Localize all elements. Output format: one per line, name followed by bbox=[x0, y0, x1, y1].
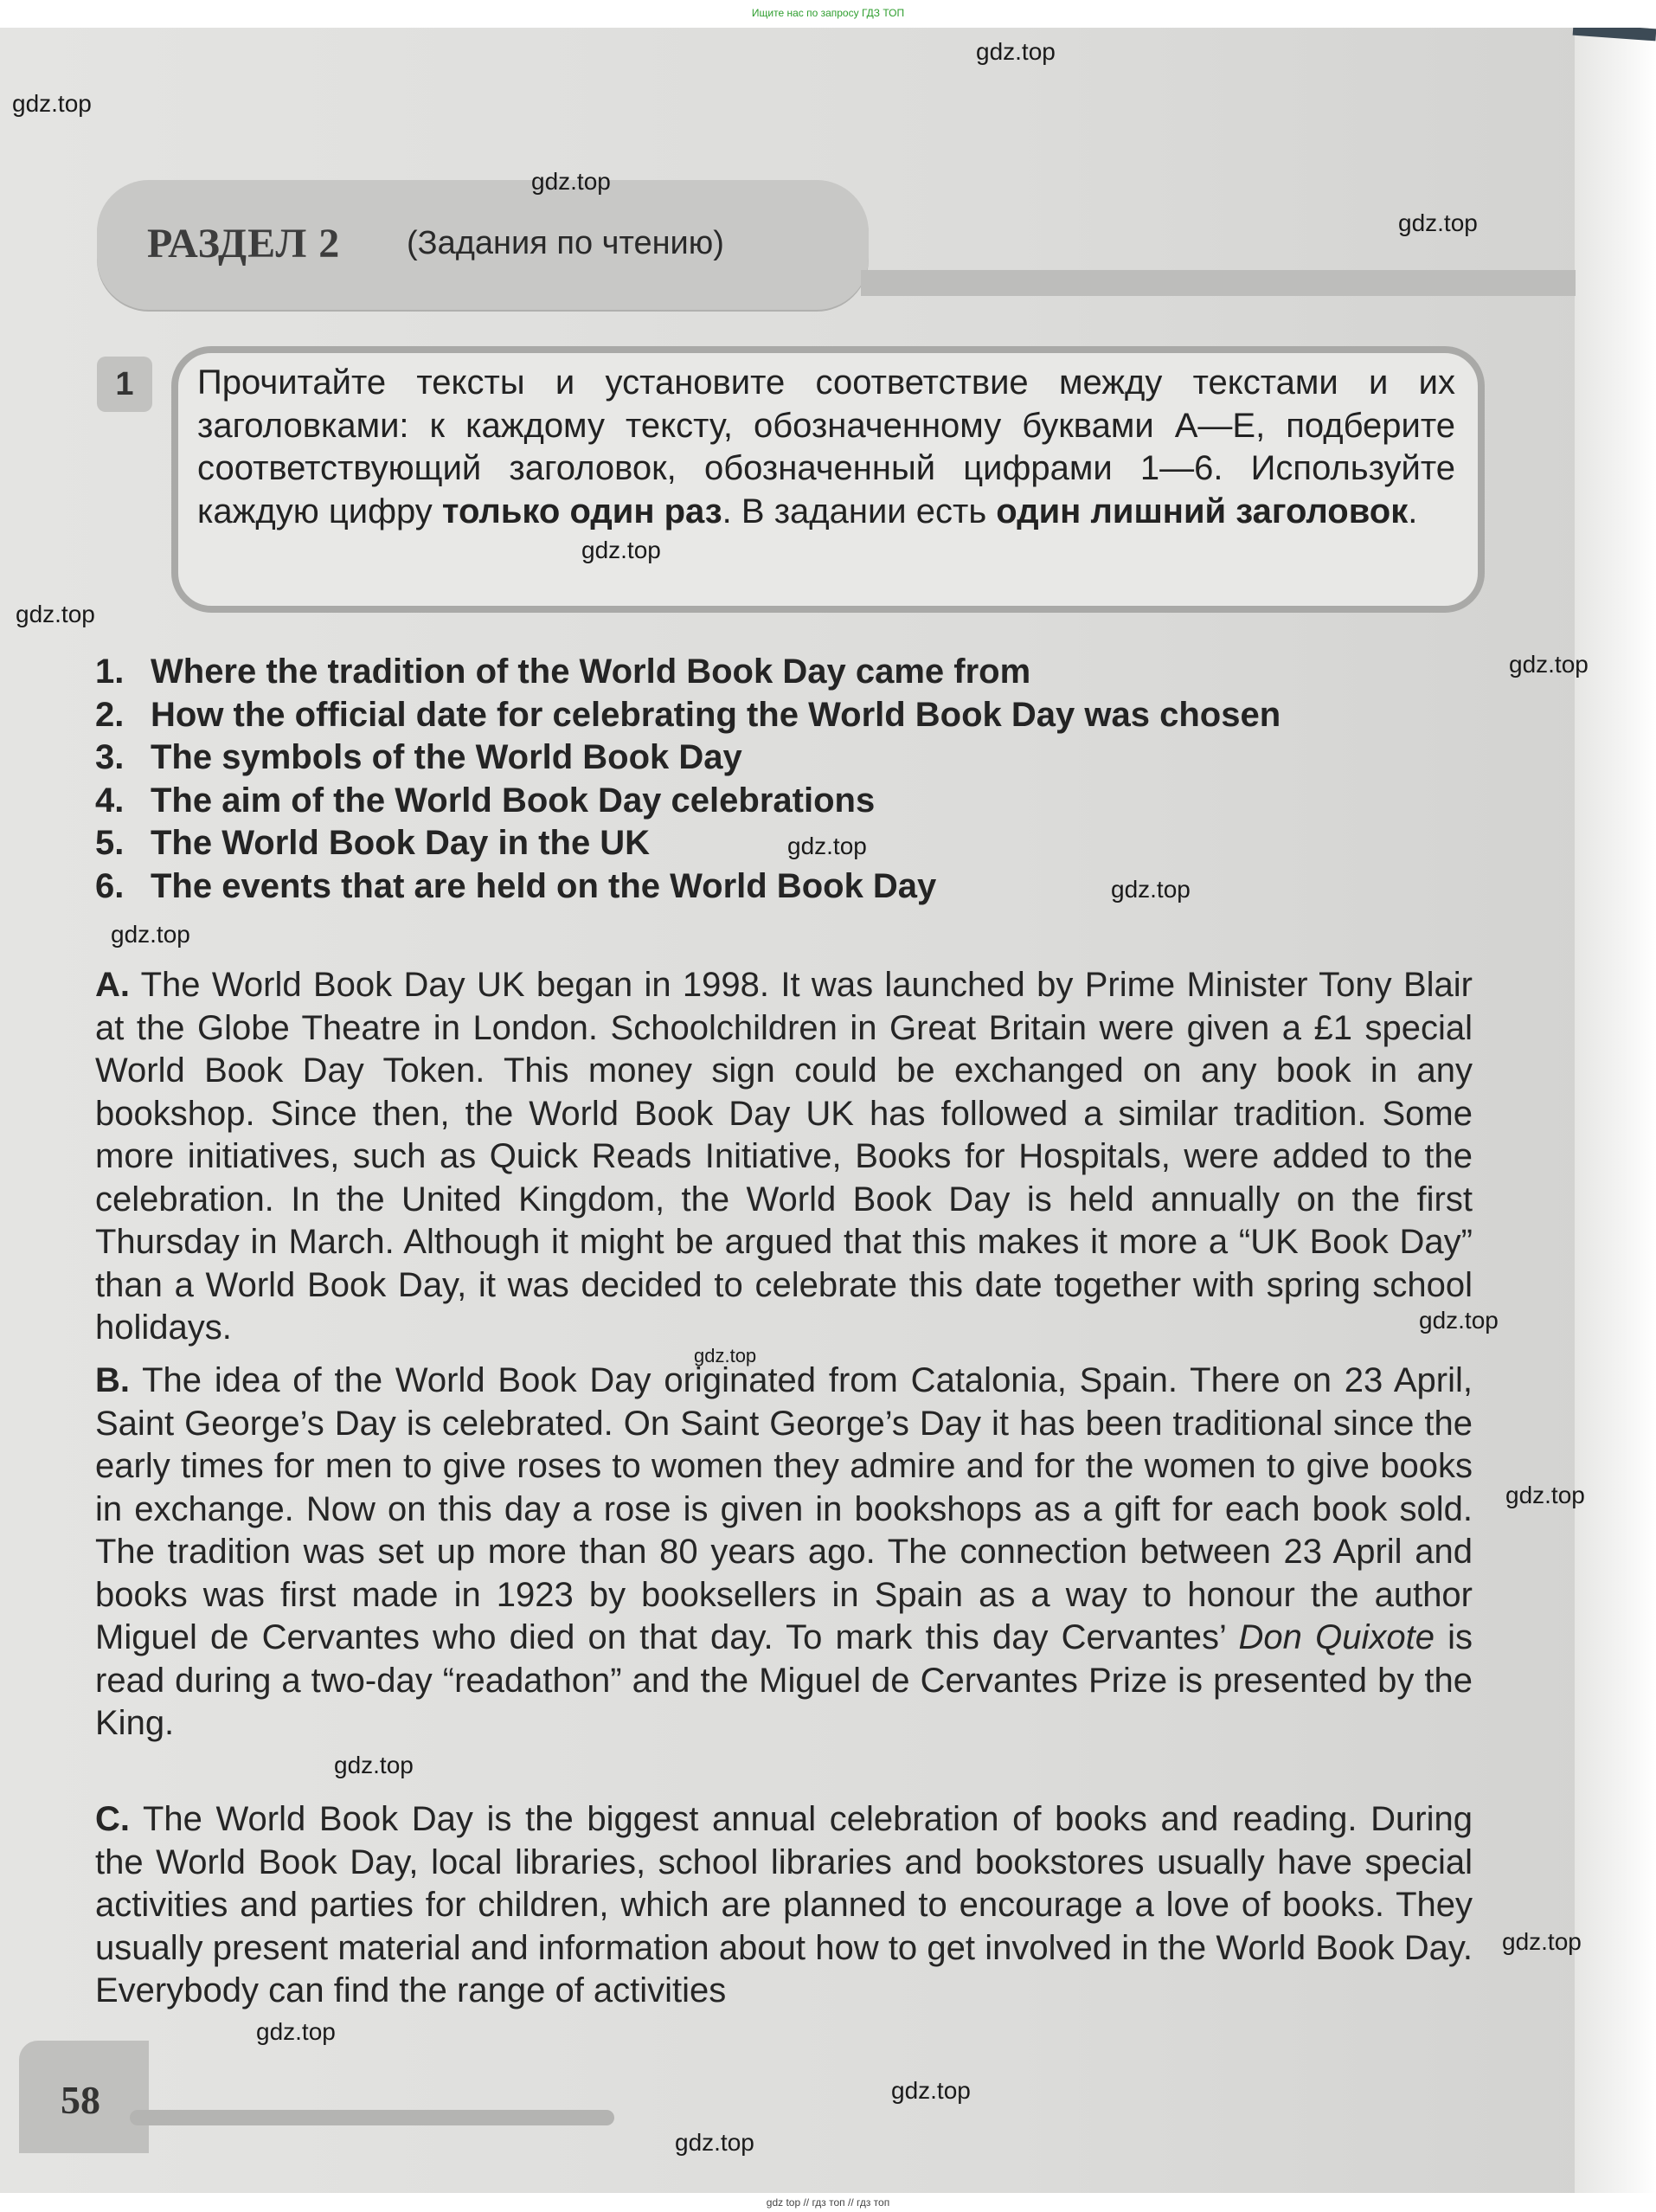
watermark: gdz.top bbox=[675, 2129, 754, 2156]
watermark: gdz.top bbox=[256, 2018, 336, 2045]
heading-item: 1. Where the tradition of the World Book Day came from bbox=[95, 653, 1031, 691]
watermark: gdz.top bbox=[891, 2077, 971, 2104]
page-number: 58 bbox=[61, 2078, 100, 2122]
watermark: gdz.top bbox=[531, 168, 611, 195]
watermark: gdz.top bbox=[976, 38, 1056, 65]
heading-item: 4. The aim of the World Book Day celebrations bbox=[95, 781, 876, 820]
watermark: gdz.top bbox=[581, 537, 661, 563]
watermark: gdz.top bbox=[12, 90, 92, 117]
watermark: gdz.top bbox=[1419, 1307, 1499, 1334]
task-number: 1 bbox=[97, 357, 152, 412]
heading-item: 2. How the official date for celebrating the World Book Day was chosen bbox=[95, 695, 1281, 734]
watermark: gdz.top bbox=[694, 1345, 757, 1366]
top-banner[interactable]: Ищите нас по запросу ГДЗ ТОП bbox=[0, 0, 1656, 28]
page-edge bbox=[1575, 0, 1656, 2212]
headings-list bbox=[95, 651, 1281, 908]
bottom-banner[interactable]: gdz top // гдз топ // гдз топ bbox=[0, 2193, 1656, 2212]
watermark: gdz.top bbox=[1502, 1928, 1582, 1955]
watermark: gdz.top bbox=[1111, 876, 1191, 903]
text-b: B. The idea of the World Book Day originated from Catalonia, Spain. There on 23 April, Saint George’s Day is celebrated. On Saint George’s Day it has been traditional since the early times for men to give roses to women they admire and for the women to give books in exchange. Now on this day a rose is given in bookshops as a gift for each book sold. The tradition was set up more than 80 years ago. The connection between 23 April and books was first made in 1923 by booksellers in Spain as a way to honour the author Miguel de Cervantes who died on that day. To mark this day Cervantes’ Don Quixote is read during a two-day “readathon” and the Miguel de Cervantes Prize is presented by the King. bbox=[95, 1361, 1473, 1742]
section-rule bbox=[861, 270, 1576, 296]
watermark: gdz.top bbox=[1509, 651, 1589, 678]
heading-item: 3. The symbols of the World Book Day bbox=[95, 738, 742, 776]
watermark: gdz.top bbox=[334, 1752, 414, 1778]
heading-item: 5. The World Book Day in the UK bbox=[95, 824, 651, 862]
watermark: gdz.top bbox=[1398, 209, 1478, 236]
watermark: gdz.top bbox=[1505, 1482, 1585, 1508]
watermark: gdz.top bbox=[16, 601, 95, 627]
page-number-rule bbox=[130, 2110, 614, 2125]
section-title: РАЗДЕЛ 2 bbox=[147, 221, 341, 267]
text-a: A. The World Book Day UK began in 1998. It was launched by Prime Minister Tony Blair at the Globe Theatre in London. Schoolchildren in Great Britain were given a £1 special World Book Day Token. This money sign could be exchanged on any book in any bookshop. Since then, the World Book Day UK has followed a similar tradition. Some more initiatives, such as Quick Reads Initiative, Books for Hospitals, were added to the celebration. In the United Kingdom, the World Book Day is held annually on the first Thursday in March. Although it might be argued that this makes it more a “UK Book Day” than a World Book Day, it was decided to celebrate this date together with spring school holidays. bbox=[95, 966, 1473, 1347]
watermark: gdz.top bbox=[111, 921, 190, 948]
text-c: C. The World Book Day is the biggest annual celebration of books and reading. During the World Book Day, local libraries, school libraries and bookstores usually have special activities and parties for children, which are planned to encourage a love of books. They usually present material and information about how to get involved in the World Book Day. Everybody can find the range of activities bbox=[95, 1800, 1473, 2009]
watermark: gdz.top bbox=[787, 833, 867, 859]
heading-item: 6. The events that are held on the World Book Day bbox=[95, 866, 937, 905]
section-subtitle: (Задания по чтению) bbox=[407, 225, 724, 261]
task-instructions: Прочитайте тексты и установите соответствие между текстами и их заголовками: к каждому тексту, обозначенному буквами A—E, подберите соответствующий заголовок, обозначенный цифрами 1—6. Используйте каждую цифру только один раз. В задании есть один лишний заголовок. bbox=[197, 363, 1455, 530]
